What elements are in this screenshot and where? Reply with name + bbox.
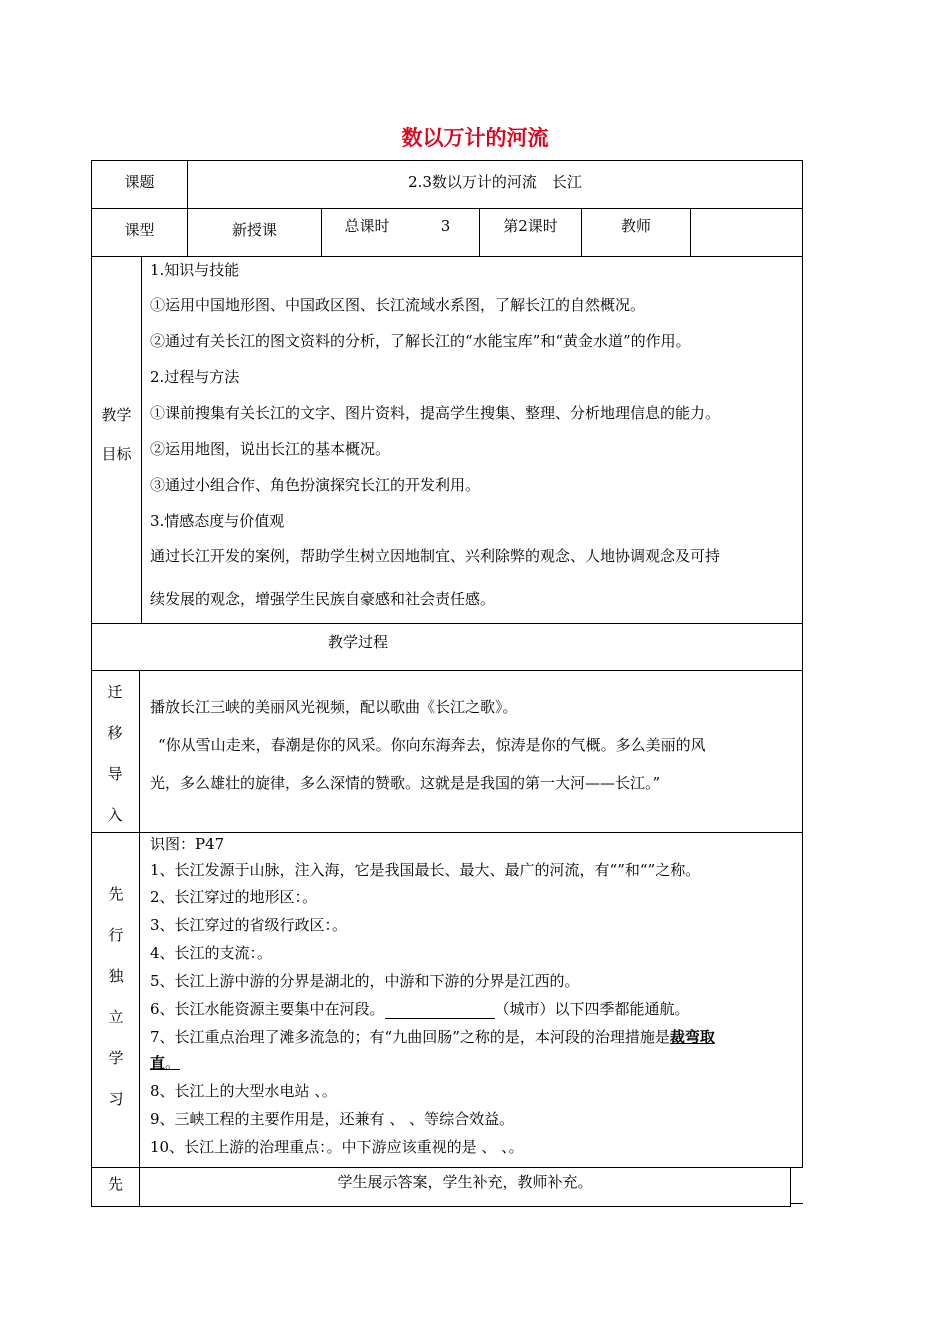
table-border-right	[802, 160, 803, 1167]
study-item: 7、长江重点治理了滩多流急的；有“九曲回肠”之称的是，本河段的治理措施是裁弯取	[150, 1028, 715, 1046]
study-item: 8、长江上的大型水电站 、。	[150, 1082, 337, 1100]
teacher-label: 教师	[620, 217, 651, 235]
study-item-continued: 直。	[150, 1054, 181, 1072]
type-label: 课型	[124, 221, 155, 239]
period-value: 第2课时	[503, 217, 558, 235]
table-divider	[690, 208, 691, 256]
blank-underline	[385, 1003, 495, 1019]
table-divider	[91, 1167, 803, 1168]
self-study-label: 先 行 独 立 学 习	[108, 885, 124, 1108]
intro-label: 迁 移 导 入	[107, 683, 123, 824]
objective-line: 通过长江开发的案例，帮助学生树立因地制宜、兴利除弊的观念、人地协调观念及可持	[150, 547, 721, 565]
table-border-top	[91, 160, 803, 161]
next-section-label: 先	[107, 1175, 123, 1193]
table-divider	[91, 208, 803, 209]
objectives-label: 教学	[101, 406, 132, 424]
objective-line: ①课前搜集有关长江的文字、图片资料，提高学生搜集、整理、分析地理信息的能力。	[150, 404, 721, 422]
table-divider	[141, 256, 142, 623]
study-item: 1、长江发源于山脉，注入海，它是我国最长、最大、最广的河流，有“”和“”之称。	[150, 861, 701, 879]
objective-line: ②通过有关长江的图文资料的分析，了解长江的“水能宝库”和“黄金水道”的作用。	[150, 332, 691, 350]
table-divider	[91, 832, 803, 833]
study-item: 6、长江水能资源主要集中在河段。 （城市）以下四季都能通航。	[150, 1000, 690, 1018]
objective-line: ③通过小组合作、角色扮演探究长江的开发利用。	[150, 476, 481, 494]
table-divider	[91, 670, 803, 671]
topic-label: 课题	[124, 173, 155, 191]
table-divider	[91, 256, 803, 257]
study-item: 3、长江穿过的省级行政区：。	[150, 916, 348, 934]
total-periods-label: 总课时	[344, 217, 390, 235]
objective-line: 1.知识与技能	[150, 261, 240, 279]
study-item: 10、长江上游的治理重点：。中下游应该重视的是 、 、。	[150, 1138, 524, 1156]
table-divider	[91, 623, 803, 624]
study-item: 2、长江穿过的地形区：。	[150, 888, 318, 906]
objectives-label: 目标	[101, 445, 132, 463]
objective-line: 2.过程与方法	[150, 368, 240, 386]
topic-value: 2.3数以万计的河流 长江	[408, 173, 582, 191]
objective-line: 续发展的观念，增强学生民族自豪感和社会责任感。	[150, 590, 496, 608]
page-title: 数以万计的河流	[401, 126, 549, 150]
study-item: 9、三峡工程的主要作用是，还兼有 、 、等综合效益。	[150, 1110, 515, 1128]
objective-line: ①运用中国地形图、中国政区图、长江流域水系图，了解长江的自然概况。	[150, 296, 646, 314]
process-heading: 教学过程	[328, 633, 389, 651]
study-item: 4、长江的支流：。	[150, 944, 273, 962]
summary-text: 学生展示答案，学生补充，教师补充。	[337, 1173, 593, 1191]
type-value: 新授课	[231, 221, 277, 239]
total-periods-value: 3	[440, 217, 451, 235]
study-item: 5、长江上游中游的分界是湖北的，中游和下游的分界是江西的。	[150, 972, 580, 990]
objective-line: 3.情感态度与价值观	[150, 512, 285, 530]
table-border-right	[790, 1167, 791, 1207]
table-border-bottom	[91, 1206, 790, 1207]
intro-line: 光，多么雄壮的旋律，多么深情的赞歌。这就是是我国的第一大河——长江。”	[150, 774, 661, 792]
intro-line: “你从雪山走来，春潮是你的风采。你向东海奔去，惊涛是你的气概。多么美丽的风	[158, 736, 706, 754]
intro-line: 播放长江三峡的美丽风光视频，配以歌曲《长江之歌》。	[150, 698, 518, 716]
objective-line: ②运用地图，说出长江的基本概况。	[150, 440, 391, 458]
map-reference: 识图：P47	[150, 835, 225, 853]
table-divider	[790, 1203, 803, 1204]
